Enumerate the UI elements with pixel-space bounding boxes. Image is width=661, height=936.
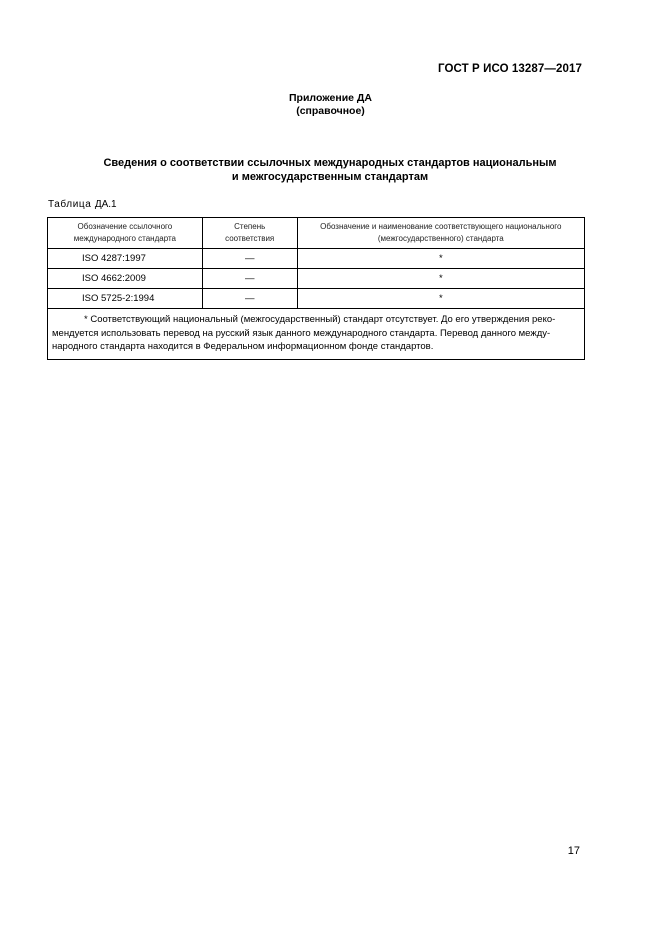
header-cell-line: (межгосударственного) стандарта (377, 234, 504, 243)
table-caption-number: ДА.1 (94, 199, 117, 210)
cell-national-standard: * (297, 289, 584, 309)
section-title-line-2: и межгосударственным стандартам (231, 171, 429, 183)
header-degree-of-correspondence (202, 218, 297, 249)
document-code: ГОСТ Р ИСО 13287—2017 (437, 63, 582, 75)
header-cell-line: соответствия (225, 234, 275, 243)
table-row (48, 249, 585, 269)
cell-degree: — (202, 289, 297, 309)
header-cell-line: Обозначение ссылочного (77, 222, 173, 231)
cell-standard-code: ISO 4662:2009 (48, 269, 203, 289)
header-international-standard (48, 218, 203, 249)
header-cell-line: Степень (234, 222, 266, 231)
header-cell-line: международного стандарта (73, 234, 177, 243)
cell-degree: — (202, 269, 297, 289)
footnote-line: мендуется использовать перевод на русский язык данного международного стандарта. Перевод данного между- (52, 327, 551, 339)
appendix-title: Приложение ДА (289, 92, 372, 104)
cell-national-standard: * (297, 249, 584, 269)
section-title-line-1: Сведения о соответствии ссылочных международных стандартов национальным (103, 157, 557, 169)
cell-standard-code: ISO 5725-2:1994 (48, 289, 203, 309)
table-note-row (48, 309, 585, 360)
section-title (60, 156, 600, 184)
header-national-standard (297, 218, 584, 249)
appendix-heading (0, 92, 661, 118)
table-footnote (48, 309, 585, 360)
footnote-line: народного стандарта находится в Федеральном информационном фонде стандартов. (52, 341, 434, 352)
table-row (48, 289, 585, 309)
cell-degree: — (202, 249, 297, 269)
table-caption (48, 199, 117, 210)
table-row (48, 269, 585, 289)
appendix-subtitle: (справочное) (296, 105, 365, 117)
table-caption-label: Таблица (48, 199, 92, 210)
header-cell-line: Обозначение и наименование соответствующего национального (320, 222, 562, 231)
footnote-line: * Соответствующий национальный (межгосударственный) стандарт отсутствует. До его утверждения реко- (84, 314, 556, 325)
standards-correspondence-table (47, 217, 585, 360)
cell-standard-code: ISO 4287:1997 (48, 249, 203, 269)
table-header-row (48, 218, 585, 249)
page-number: 17 (567, 845, 580, 857)
cell-national-standard: * (297, 269, 584, 289)
